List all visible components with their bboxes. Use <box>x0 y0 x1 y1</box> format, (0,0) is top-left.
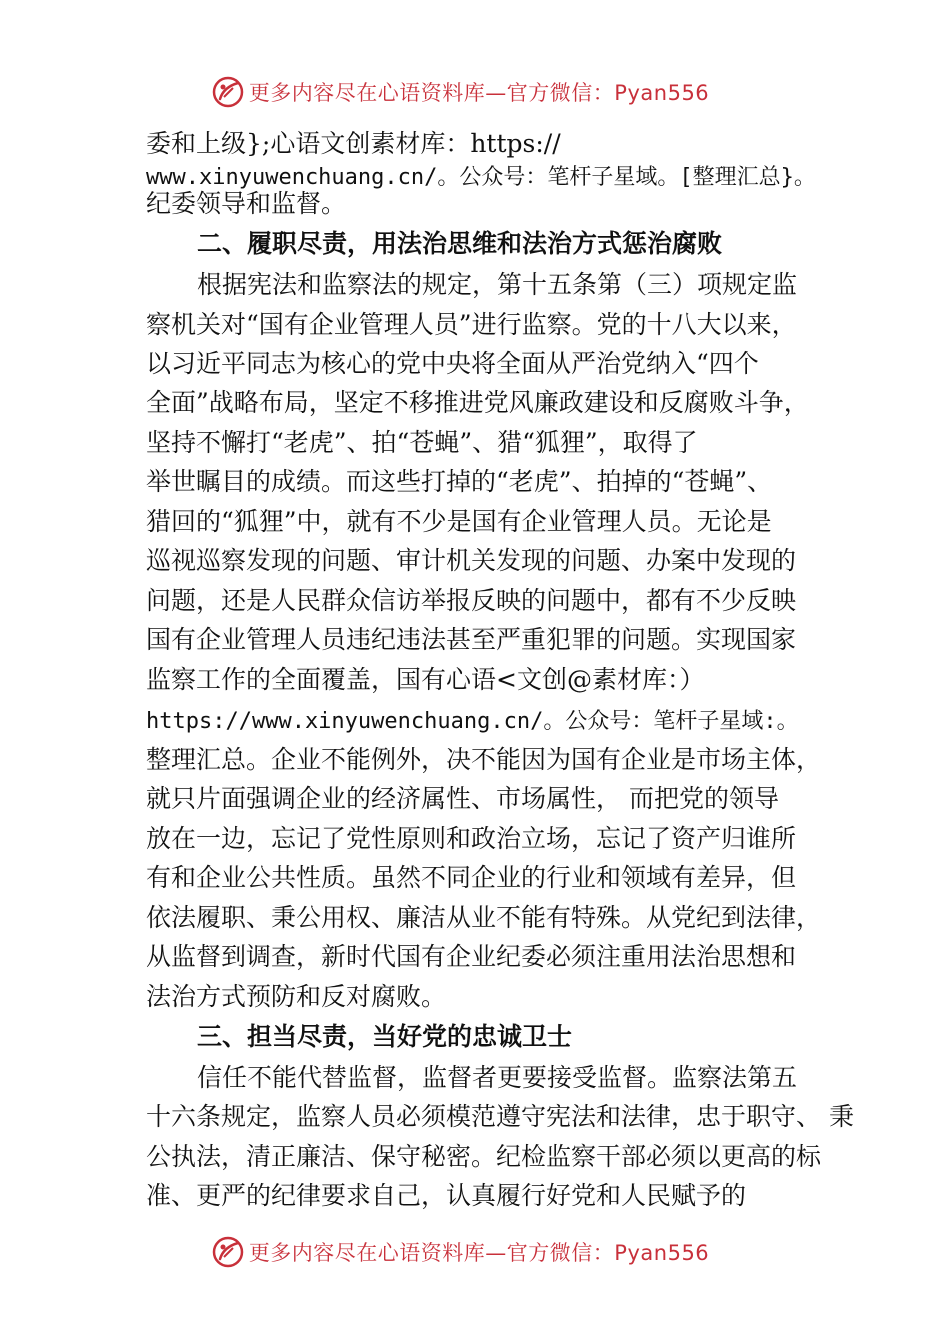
text-line: 举世瞩目的成绩。而这些打掉的“老虎”、拍掉的“苍蝇”、 <box>146 467 773 496</box>
text-line: 察机关对“国有企业管理人员”进行监察。党的十八大以来， <box>146 310 797 339</box>
url-text: www.xinyuwenchuang.cn/。公众号：笔杆子星域。[整理汇总}。 <box>146 165 816 190</box>
text-line: 从监督到调查，新时代国有企业纪委必须注重用法治思想和 <box>146 942 797 971</box>
text-line <box>146 705 799 737</box>
text-line: 放在一边，忘记了党性原则和政治立场，忘记了资产归谁所 <box>146 824 797 853</box>
text-line: 问题，还是人民群众信访举报反映的问题中，都有不少反映 <box>146 586 797 615</box>
brand-logo-icon <box>211 1235 245 1269</box>
text-line: 依法履职、秉公用权、廉洁从业不能有特殊。从党纪到法律， <box>146 903 822 932</box>
brand-logo-icon <box>211 75 245 109</box>
paragraph-first-line: 根据宪法和监察法的规定，第十五条第（三）项规定监 <box>197 270 798 299</box>
section-heading: 三、担当尽责，当好党的忠诚卫士 <box>197 1022 573 1051</box>
header-watermark-banner <box>0 72 950 112</box>
text-line: 国有企业管理人员违纪违法甚至严重犯罪的问题。实现国家 <box>146 625 797 654</box>
section-heading: 二、履职尽责，用法治思维和法治方式惩治腐败 <box>197 229 723 258</box>
text-line: 以习近平同志为核心的党中央将全面从严治党纳入“四个 <box>146 349 759 378</box>
paragraph-first-line: 信任不能代替监督，监督者更要接受监督。监察法第五 <box>197 1063 798 1092</box>
text-line: 监察工作的全面覆盖，国有心语<文创@素材库：） <box>146 665 705 694</box>
text-line: 有和企业公共性质。虽然不同企业的行业和领域有差异，但 <box>146 863 797 892</box>
text-line: 公执法，清正廉洁、保守秘密。纪检监察干部必须以更高的标 <box>146 1142 822 1171</box>
watermark-text: 更多内容尽在心语资料库—官方微信：Pyan556 <box>248 1241 710 1265</box>
text-line: 委和上级};心语文创素材库：https:// <box>146 129 561 158</box>
text-line: 十六条规定，监察人员必须模范遵守宪法和法律，忠于职守、 秉 <box>146 1102 854 1131</box>
text-line: 坚持不懈打“老虎”、拍“苍蝇”、猎“狐狸”，取得了 <box>146 428 698 457</box>
text-line: 法治方式预防和反对腐败。 <box>146 982 447 1011</box>
text-line: 全面”战略布局，坚定不移推进党风廉政建设和反腐败斗争， <box>146 388 809 417</box>
footer-watermark-banner <box>0 1232 950 1272</box>
text-line: 巡视巡察发现的问题、审计机关发现的问题、办案中发现的 <box>146 546 797 575</box>
text-line: 纪委领导和监督。 <box>146 189 347 218</box>
watermark-text: 更多内容尽在心语资料库—官方微信：Pyan556 <box>248 81 710 105</box>
text-line: 就只片面强调企业的经济属性、市场属性， 而把党的领导 <box>146 784 779 813</box>
url-text: https://www.xinyuwenchuang.cn/。公众号：笔杆子星域:。 <box>146 709 799 734</box>
text-line: 整理汇总。企业不能例外，决不能因为国有企业是市场主体， <box>146 745 822 774</box>
text-line: 准、更严的纪律要求自己，认真履行好党和人民赋予的 <box>146 1181 747 1210</box>
text-line: 猎回的“狐狸”中，就有不少是国有企业管理人员。无论是 <box>146 507 772 536</box>
